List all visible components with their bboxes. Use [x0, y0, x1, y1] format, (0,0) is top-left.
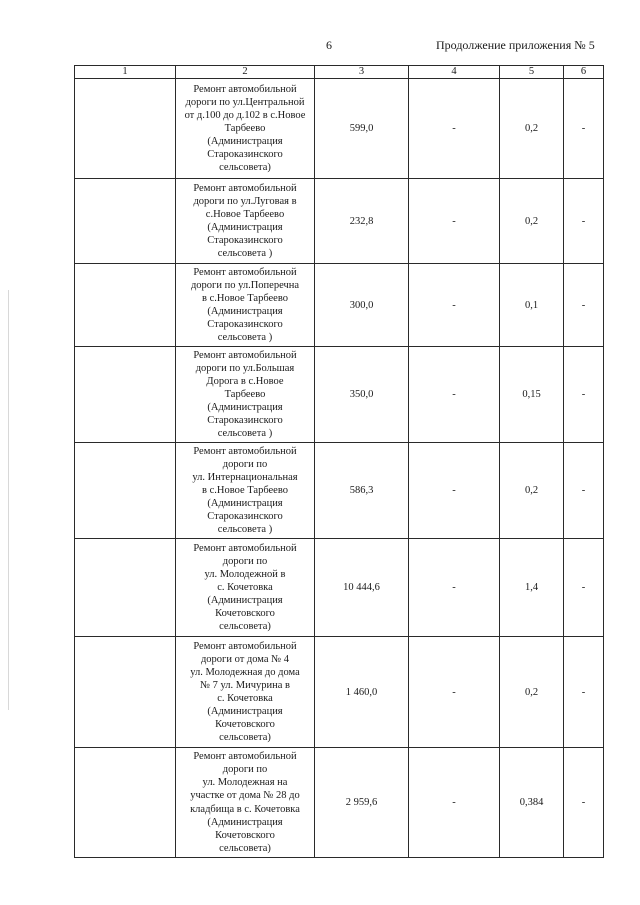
column-6-cell: -: [564, 264, 604, 347]
column-6-cell: -: [564, 539, 604, 637]
amount-cell: 586,3: [315, 443, 409, 539]
row-number-cell: [75, 179, 176, 264]
table-row: [75, 264, 604, 347]
project-description: Ремонт автомобильной дороги по ул.Луговая в с.Новое Тарбеево (Администрация Староказинского сельсовета ): [176, 179, 315, 264]
appendix-table: [74, 65, 604, 858]
table-row: [75, 79, 604, 179]
row-number-cell: [75, 748, 176, 858]
column-header: 2: [176, 66, 315, 79]
length-cell: 0,2: [500, 179, 564, 264]
project-description: Ремонт автомобильной дороги по ул. Молодежной в с. Кочетовка (Администрация Кочетовского сельсовета): [176, 539, 315, 637]
column-6-cell: -: [564, 443, 604, 539]
row-number-cell: [75, 347, 176, 443]
row-number-cell: [75, 637, 176, 748]
scan-edge-mark: [8, 290, 9, 710]
column-4-cell: -: [409, 264, 500, 347]
column-6-cell: -: [564, 637, 604, 748]
column-header: 6: [564, 66, 604, 79]
amount-cell: 10 444,6: [315, 539, 409, 637]
table-row: [75, 539, 604, 637]
project-description: Ремонт автомобильной дороги по ул.Большая Дорога в с.Новое Тарбеево (Администрация Староказинского сельсовета ): [176, 347, 315, 443]
column-4-cell: -: [409, 443, 500, 539]
amount-cell: 1 460,0: [315, 637, 409, 748]
row-number-cell: [75, 79, 176, 179]
column-4-cell: -: [409, 347, 500, 443]
project-description: Ремонт автомобильной дороги по ул. Молодежная на участке от дома № 28 до кладбища в с. Кочетовка (Администрация Кочетовского сельсовета): [176, 748, 315, 858]
column-4-cell: -: [409, 79, 500, 179]
project-description: Ремонт автомобильной дороги по ул. Интернациональная в с.Новое Тарбеево (Администрация Староказинского сельсовета ): [176, 443, 315, 539]
column-header: 4: [409, 66, 500, 79]
table-row: [75, 179, 604, 264]
column-header: 3: [315, 66, 409, 79]
row-number-cell: [75, 264, 176, 347]
amount-cell: 300,0: [315, 264, 409, 347]
length-cell: 0,2: [500, 79, 564, 179]
project-description: Ремонт автомобильной дороги по ул.Центральной от д.100 до д.102 в с.Новое Тарбеево (Администрация Староказинского сельсовета): [176, 79, 315, 179]
length-cell: 0,15: [500, 347, 564, 443]
column-6-cell: -: [564, 179, 604, 264]
column-4-cell: -: [409, 179, 500, 264]
length-cell: 0,1: [500, 264, 564, 347]
table-row: [75, 637, 604, 748]
column-4-cell: -: [409, 637, 500, 748]
column-4-cell: -: [409, 539, 500, 637]
project-description: Ремонт автомобильной дороги от дома № 4 ул. Молодежная до дома № 7 ул. Мичурина в с. Кочетовка (Администрация Кочетовского сельсовета): [176, 637, 315, 748]
length-cell: 1,4: [500, 539, 564, 637]
length-cell: 0,384: [500, 748, 564, 858]
length-cell: 0,2: [500, 637, 564, 748]
table-row: [75, 748, 604, 858]
row-number-cell: [75, 539, 176, 637]
page-number: 6: [326, 38, 332, 52]
length-cell: 0,2: [500, 443, 564, 539]
column-4-cell: -: [409, 748, 500, 858]
continuation-label: Продолжение приложения № 5: [436, 38, 595, 52]
column-6-cell: -: [564, 347, 604, 443]
table-row: [75, 443, 604, 539]
column-header: 1: [75, 66, 176, 79]
row-number-cell: [75, 443, 176, 539]
column-6-cell: -: [564, 79, 604, 179]
table-row: [75, 347, 604, 443]
amount-cell: 599,0: [315, 79, 409, 179]
amount-cell: 2 959,6: [315, 748, 409, 858]
column-number-row: [75, 66, 604, 79]
amount-cell: 350,0: [315, 347, 409, 443]
column-header: 5: [500, 66, 564, 79]
column-6-cell: -: [564, 748, 604, 858]
amount-cell: 232,8: [315, 179, 409, 264]
project-description: Ремонт автомобильной дороги по ул.Поперечна в с.Новое Тарбеево (Администрация Староказинского сельсовета ): [176, 264, 315, 347]
